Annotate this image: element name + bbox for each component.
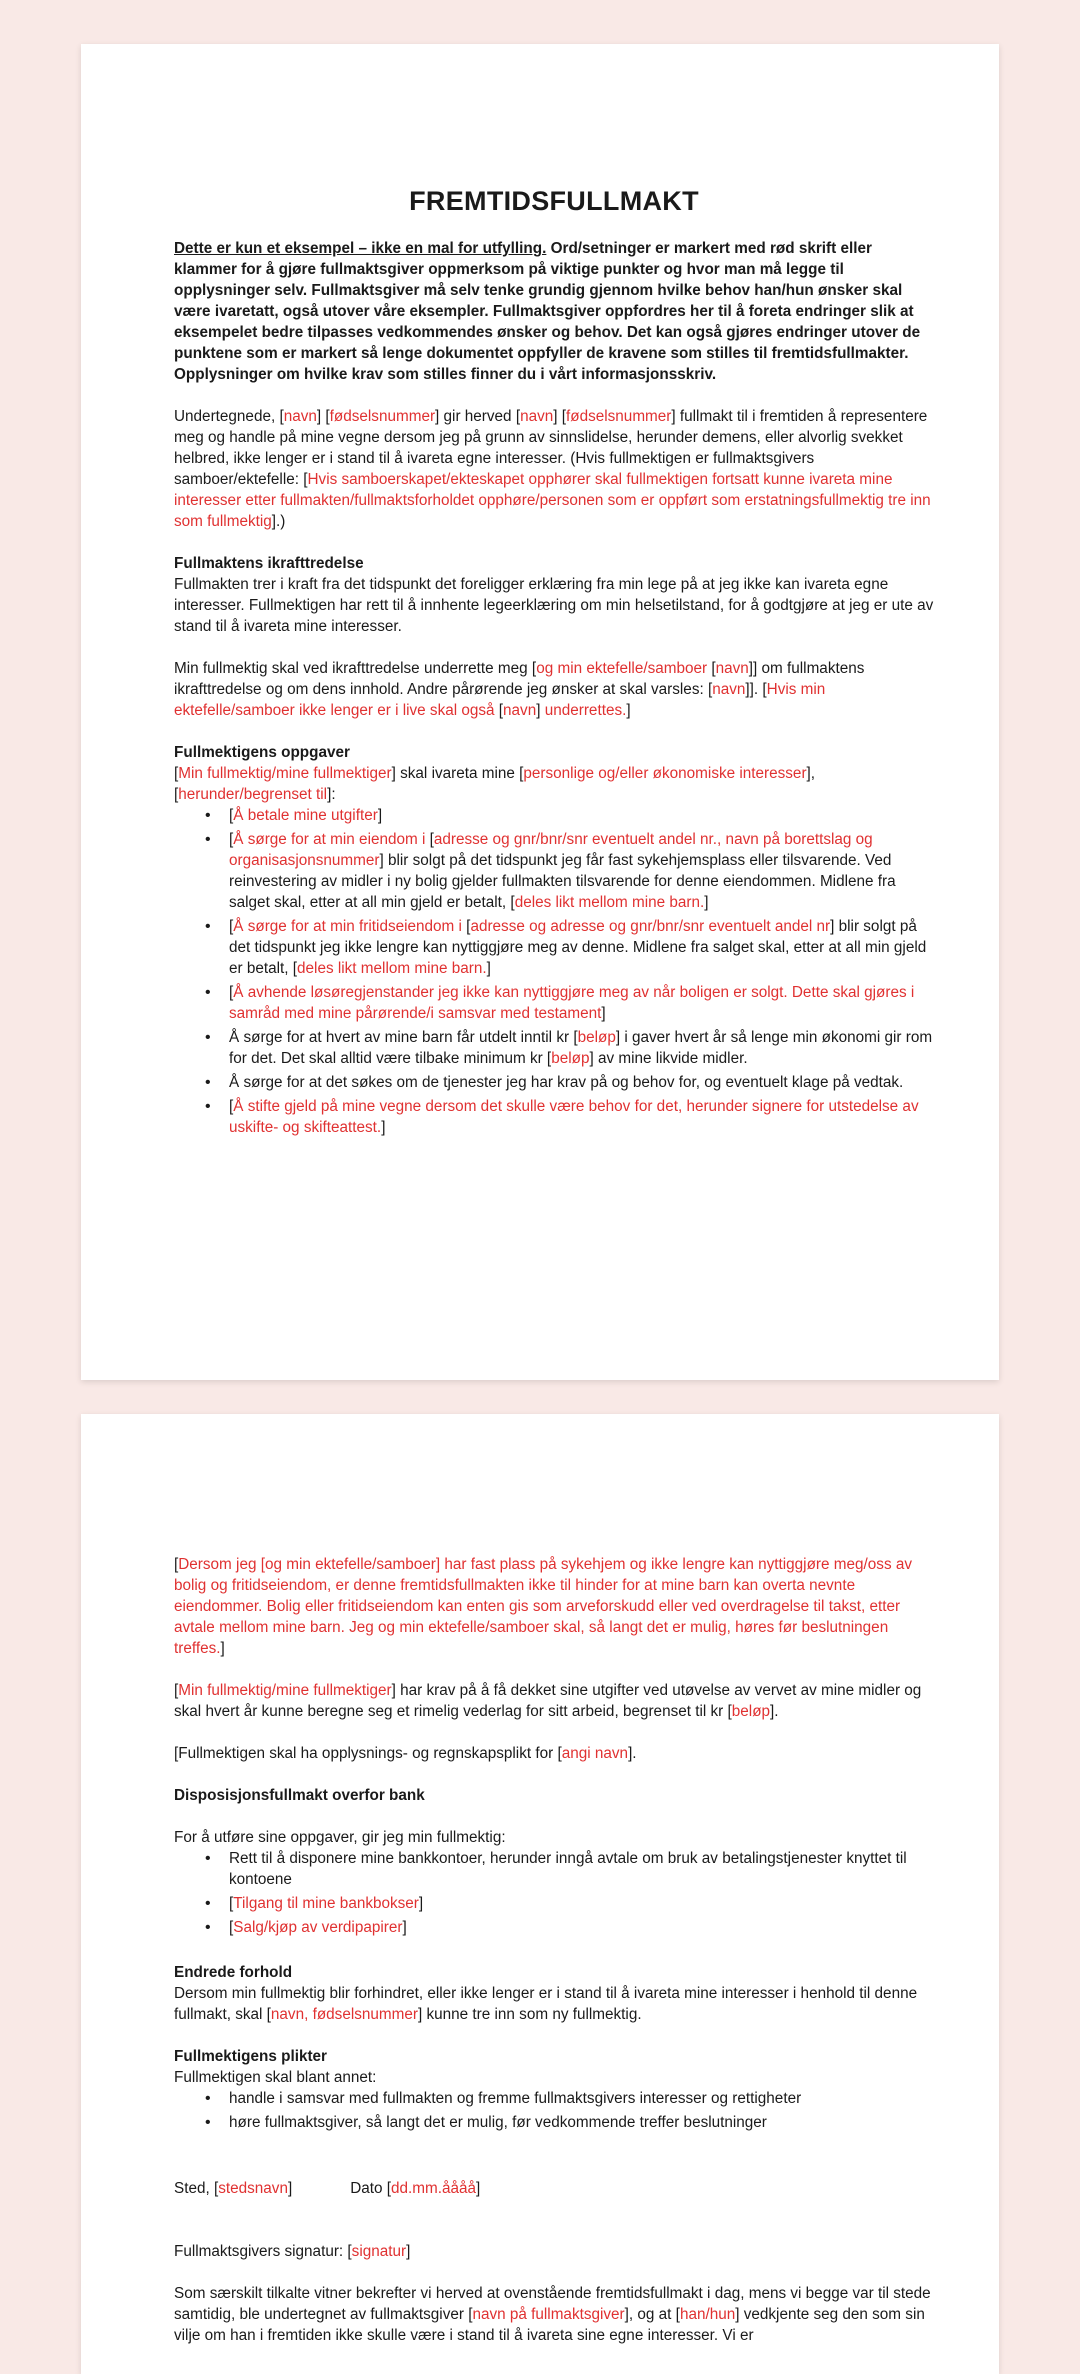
placeholder: Hvis min ektefelle/samboer ikke lenger er i live skal også	[174, 681, 826, 719]
witness-paragraph	[174, 2283, 934, 2346]
placeholder: fødselsnummer	[329, 408, 436, 425]
page-1-content	[174, 184, 934, 1141]
list-item	[229, 916, 934, 979]
text: [	[229, 1098, 234, 1115]
placeholder: Å avhende løsøregjenstander jeg ikke kan nyttiggjøre meg av når boligen er solgt. Dette skal gjøres i samråd med mine pårørende/i samsvar med testament	[229, 984, 915, 1022]
document-title: FREMTIDSFULLMAKT	[409, 186, 699, 216]
text: ], [	[174, 765, 816, 803]
text: ]	[381, 1119, 386, 1136]
duties-list	[174, 2088, 934, 2133]
text: ], og at [	[624, 2306, 680, 2323]
text: Undertegnede, [	[174, 408, 284, 425]
place-date-line	[174, 2178, 934, 2199]
text: [	[229, 807, 234, 824]
text: ]	[486, 960, 491, 977]
text: ] kunne tre inn som ny fullmektig.	[417, 2006, 642, 2023]
intro-underlined: Dette er kun et eksempel – ikke en mal for utfylling.	[174, 240, 547, 257]
placeholder: navn, fødselsnummer	[270, 2006, 418, 2023]
text: [	[229, 831, 234, 848]
text: [	[174, 765, 179, 782]
tasks-list	[174, 805, 934, 1138]
text: [	[229, 984, 234, 1001]
text: [	[494, 702, 504, 719]
placeholder: Salg/kjøp av verdipapirer	[233, 1919, 403, 1936]
placeholder: Å sørge for at min fritidseiendom i	[233, 918, 462, 935]
text: [	[707, 660, 716, 677]
list-item	[229, 805, 934, 826]
text: ]	[601, 1005, 606, 1022]
placeholder: deles likt mellom mine barn.	[514, 894, 705, 911]
placeholder: Min fullmektig/mine fullmektiger	[178, 1682, 392, 1699]
placeholder: stedsnavn	[218, 2180, 288, 2197]
accounting-paragraph	[174, 1743, 934, 1764]
list-item: • handle i samsvar med fullmakten og fremme fullmaktsgivers interesser og rettigheter	[229, 2088, 934, 2109]
placeholder: navn	[715, 660, 749, 677]
text: ]	[626, 702, 631, 719]
list-item: • Rett til å disponere mine bankkontoer, herunder inngå avtale om bruk av betalingstjenester knyttet til kontoene	[229, 1848, 934, 1890]
tasks-lead	[174, 763, 934, 805]
placeholder: adresse og gnr/bnr/snr eventuelt andel nr., navn på borettslag og organisasjonsnummer	[229, 831, 873, 869]
placeholder: beløp	[577, 1029, 616, 1046]
text: ]	[406, 2243, 411, 2260]
placeholder: personlige og/eller økonomiske interesser	[523, 765, 807, 782]
section-heading-effect: Fullmaktens ikrafttredelse	[174, 555, 364, 572]
nursing-home-paragraph	[174, 1554, 934, 1659]
document-page-1	[81, 44, 999, 1380]
text: Min fullmektig skal ved ikrafttredelse underrette meg [	[174, 660, 537, 677]
text: Som særskilt tilkalte vitner bekrefter vi herved at ovenstående fremtidsfullmakt i dag, mens vi begge var til stede samtidig, ble undertegnet av fullmaktsgiver [	[174, 2285, 931, 2323]
section-heading-tasks: Fullmektigens oppgaver	[174, 744, 350, 761]
duties-lead: Fullmektigen skal blant annet:	[174, 2069, 377, 2086]
placeholder: angi navn	[561, 1745, 629, 1762]
list-item	[229, 1027, 934, 1069]
text: ] i gaver hvert år så lenge min økonomi gir rom for det. Det skal alltid være tilbake minimum kr [	[229, 1029, 933, 1067]
list-item	[229, 829, 934, 913]
text: ] skal ivareta mine [	[391, 765, 524, 782]
text: ] gir herved [	[435, 408, 521, 425]
text: ] fullmakt til i fremtiden å representere meg og handle på mine vegne dersom jeg på grunn av sinnslidelse, herunder demens, eller alvorlig svekket helbred, ikke lenger er i stand til å ivareta egne interesser. (Hvis fullmektigen er fullmaktsgivers samboer/ektefelle: [	[174, 408, 928, 488]
text: ] vedkjente seg den som sin vilje om han i fremtiden ikke skulle være i stand til å ivareta sine egne interesser. Vi er	[174, 2306, 925, 2344]
placeholder: han/hun	[679, 2306, 736, 2323]
text: ] [	[316, 408, 330, 425]
changed-paragraph	[174, 1983, 934, 2025]
text: ].	[628, 1745, 637, 1762]
placeholder: Tilgang til mine bankbokser	[233, 1895, 419, 1912]
signature-line	[174, 2241, 934, 2262]
placeholder: navn	[520, 408, 554, 425]
text: [	[229, 918, 234, 935]
page-2-content	[174, 1554, 934, 2346]
bank-list	[174, 1848, 934, 1938]
text: ]	[536, 702, 545, 719]
placeholder: Hvis samboerskapet/ekteskapet opphører skal fullmektigen fortsatt kunne ivareta mine interesser etter fullmakten/fullmaktsforholdet opphøre/personen som er oppført som erstatningsfullmektig tre inn som fullmektig	[174, 471, 931, 530]
placeholder: Min fullmektig/mine fullmektiger	[178, 765, 392, 782]
text: ]	[704, 894, 709, 911]
list-item	[229, 982, 934, 1024]
text: ]	[476, 2180, 481, 2197]
placeholder: dd.mm.åååå	[391, 2180, 477, 2197]
placeholder: deles likt mellom mine barn.	[297, 960, 487, 977]
placeholder: navn	[283, 408, 317, 425]
compensation-paragraph	[174, 1680, 934, 1722]
text: ].)	[271, 513, 286, 530]
section-heading-bank: Disposisjonsfullmakt overfor bank	[174, 1787, 425, 1804]
text: ]	[377, 807, 383, 824]
text: ] blir solgt på det tidspunkt jeg ikke lengre kan nyttiggjøre meg av denne. Midlene fra salget skal, etter at all min gjeld er betalt, [	[229, 918, 927, 977]
bank-lead: For å utføre sine oppgaver, gir jeg min fullmektig:	[174, 1829, 506, 1846]
placeholder: navn	[503, 702, 537, 719]
section-heading-duties: Fullmektigens plikter	[174, 2048, 328, 2065]
text: Dato [	[350, 2180, 392, 2197]
text: [Fullmektigen skal ha opplysnings- og regnskapsplikt for [	[174, 1745, 562, 1762]
placeholder: adresse og adresse og gnr/bnr/snr eventuelt andel nr	[470, 918, 831, 935]
text: Dersom min fullmektig blir forhindret, eller ikke lenger er i stand til å ivareta mine interesser i henhold til denne fullmakt, skal [	[174, 1985, 918, 2023]
placeholder: Å stifte gjeld på mine vegne dersom det skulle være behov for det, herunder signere for utstedelse av uskifte- og skifteattest.	[229, 1098, 919, 1136]
list-item	[229, 1917, 934, 1938]
grant-paragraph	[174, 406, 934, 532]
text: Fullmaktsgivers signatur: [	[174, 2243, 352, 2260]
text: Å sørge for at hvert av mine barn får utdelt inntil kr [	[229, 1029, 578, 1046]
text: ]]. [	[745, 681, 767, 698]
list-item	[229, 1072, 934, 1093]
text: ] blir solgt på det tidspunkt jeg får fast sykehjemsplass eller tilsvarende. Ved reinvestering av midler i ny bolig gjelder fullmakten tilsvarende for denne eiendommen. Midlene fra salget skal, etter at all min gjeld er betalt, [	[229, 852, 896, 911]
text: [	[174, 1682, 179, 1699]
text: Å sørge for at det søkes om de tjenester jeg har krav på og behov for, og eventuelt klage på vedtak.	[229, 1074, 904, 1091]
placeholder: Dersom jeg [og min ektefelle/samboer] har fast plass på sykehjem og ikke lengre kan nyttiggjøre meg/oss av bolig og fritidseiendom, er denne fremtidsfullmakten ikke til hinder for at mine barn kan overta nevnte eiendommer. Bolig eller fritidseiendom kan enten gis som arveforskudd eller ved overdragelse til takst, etter avtale mellom mine barn. Jeg og min ektefelle/samboer skal, så langt det er mulig, høres før beslutningen treffes.	[174, 1556, 912, 1657]
text: [	[425, 831, 434, 848]
text: ] [	[553, 408, 566, 425]
text: [	[461, 918, 471, 935]
placeholder: navn	[712, 681, 746, 698]
placeholder: signatur	[351, 2243, 407, 2260]
text: ] har krav på å få dekket sine utgifter ved utøvelse av vervet av mine midler og skal hvert år kunne beregne seg et rimelig vederlag for sitt arbeid, begrenset til kr [	[174, 1682, 922, 1720]
text: [	[229, 1895, 234, 1912]
text: ]] om fullmaktens ikrafttredelse og om dens innhold. Andre pårørende jeg ønsker at skal varsles: [	[174, 660, 865, 698]
text: ]	[418, 1895, 424, 1912]
text: [	[229, 1919, 234, 1936]
intro-text: Ord/setninger er markert med rød skrift eller klammer for å gjøre fullmaktsgiver oppmerksom på viktige punkter og hvor man må legge til opplysninger selv. Fullmaktsgiver må selv tenke grundig gjennom hvilke behov han/hun ønsker skal være ivaretatt, også utover våre eksempler. Fullmaktsgiver oppfordres her til å foreta endringer slik at eksempelet bedre tilpasses vedkommendes ønsker og behov. Det kan også gjøres endringer utover de punktene som er markert så lenge dokumentet oppfyller de kravene som stilles til fremtidsfullmakter. Opplysninger om hvilke krav som stilles finner du i vårt informasjonsskriv.	[174, 240, 921, 383]
list-item	[229, 1096, 934, 1138]
placeholder: Å sørge for at min eiendom i	[233, 831, 426, 848]
effect-paragraph: Fullmakten trer i kraft fra det tidspunkt det foreligger erklæring fra min lege på at jeg ikke kan ivareta egne interesser. Fullmektigen har rett til å innhente legeerklæring om min helsetilstand, for å godtgjøre at jeg er ute av stand til å ivareta mine interesser.	[174, 576, 934, 635]
section-heading-changed: Endrede forhold	[174, 1964, 293, 1981]
text: Sted, [	[174, 2180, 219, 2197]
text: [	[174, 1556, 179, 1573]
intro-paragraph	[174, 238, 934, 385]
text: ].	[770, 1703, 779, 1720]
placeholder: Å betale mine utgifter	[233, 807, 378, 824]
placeholder: navn på fullmaktsgiver	[472, 2306, 625, 2323]
placeholder: fødselsnummer	[566, 408, 672, 425]
text: ]:	[327, 786, 336, 803]
placeholder: og min ektefelle/samboer	[536, 660, 708, 677]
placeholder: herunder/begrenset til	[178, 786, 328, 803]
list-item: • høre fullmaktsgiver, så langt det er mulig, før vedkommende treffer beslutninger	[229, 2112, 934, 2133]
text: ]	[220, 1640, 225, 1657]
placeholder: underrettes.	[544, 702, 627, 719]
document-page-2	[81, 1414, 999, 2374]
text: ] av mine likvide midler.	[589, 1050, 748, 1067]
placeholder: beløp	[731, 1703, 771, 1720]
placeholder: beløp	[551, 1050, 590, 1067]
text: ]	[402, 1919, 407, 1936]
notify-paragraph	[174, 658, 934, 721]
text: ]	[287, 2180, 293, 2197]
list-item	[229, 1893, 934, 1914]
